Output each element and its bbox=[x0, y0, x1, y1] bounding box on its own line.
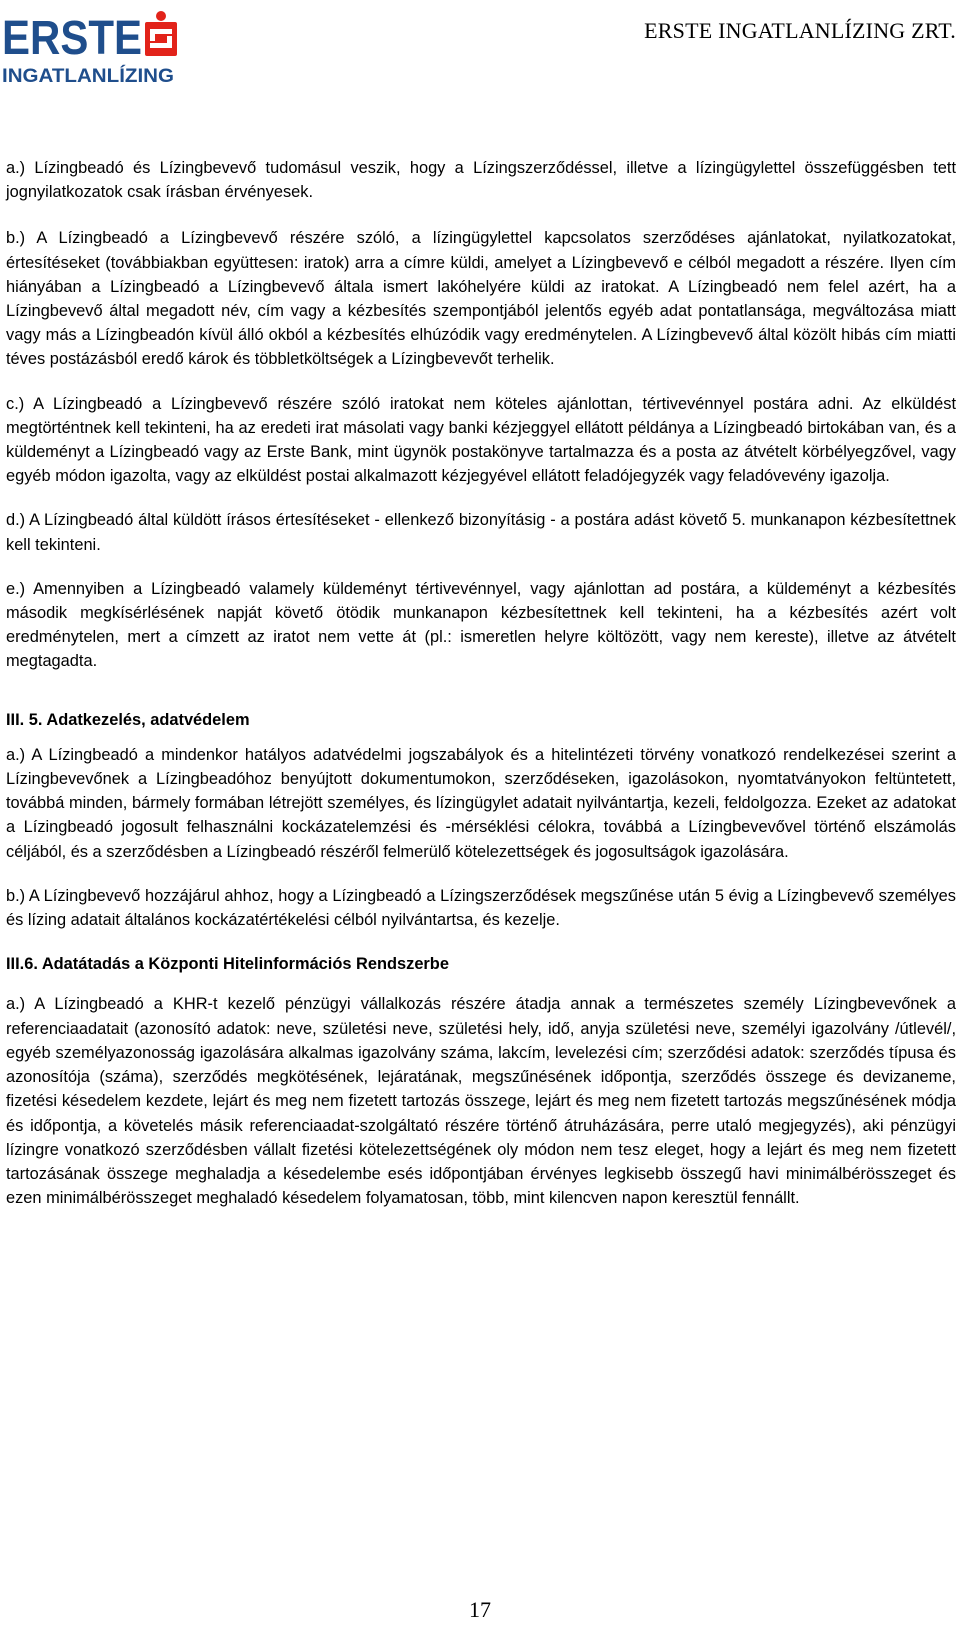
section-heading: III.6. Adatátadás a Központi Hitelinformációs Rendszerbe bbox=[6, 955, 449, 974]
logo-subtitle-text: INGATLANLÍZING bbox=[2, 66, 162, 87]
paragraph: c.) A Lízingbeadó a Lízingbevevő részére szóló iratokat nem köteles ajánlottan, tértivevénnyel postára adni. Az elküldést megtörténtnek kell tekinteni, ha az eredeti irat másolati vagy banki kézjeggyel ellátott példánya a Lízingbeadó birtokában van, és a küldeményt a Lízingbeadó vagy az Erste Bank, mint ügynök postakönyve tartalmazza és a posta az átvételt körbélyegzővel, vagy egyéb módon igazolta, vagy az elküldést postai alkalmazott kézjegyével ellátott feladójegyzék vagy feladóvevény igazolja. bbox=[6, 394, 956, 486]
paragraph: b.) A Lízingbeadó a Lízingbevevő részére szóló, a lízingügylettel kapcsolatos szerződéses ajánlatokat, nyilatkozatokat, értesítéseket (továbbiakban együttesen: iratok) arra a címre küldi, amelyet a Lízingbevevő e célból megadott a részére. Ilyen cím hiányában a Lízingbeadó a Lízingbevevő általa ismert lakóhelyére küldi az iratokat. A Lízingbeadó nem felel azért, ha a Lízingbevevő által megadott név, cím vagy a kézbesítés szempontjából jelentős egyéb adat pontatlansága, megváltozása miatt vagy más a Lízingbeadón kívül álló okból a kézbesítés elhúzódik vagy eredménytelen. A Lízingbevevő által közölt hibás cím miatti téves postázásból eredő károk és többletköltségek a Lízingbevevőt terhelik. bbox=[6, 229, 956, 369]
logo-brand-text: ERSTE bbox=[2, 12, 142, 65]
document-body bbox=[6, 156, 956, 1230]
paragraph: a.) A Lízingbeadó a mindenkor hatályos adatvédelmi jogszabályok és a hitelintézeti törvény vonatkozó rendelkezései szerint a Lízingbevevőnek a Lízingbeadóhoz benyújtott dokumentumokon, szerződéseken, igazolásokon, nyomtatványokon feltüntetett, továbbá minden, bármely formában létrejött személyes, és lízingügylet adatait nyilvántartja, kezeli, feldolgozza. Ezeket az adatokat a Lízingbeadó jogosult felhasználni kockázatelemzési és -mérséklési célokra, továbbá a Lízingbevevővel történő elszámolás céljából, és a szerződésben a Lízingbeadó részéről felmerülő kötelezettségek és jogosultságok igazolására. bbox=[6, 745, 956, 861]
erste-s-symbol-icon bbox=[145, 11, 177, 56]
paragraph: a.) A Lízingbeadó a KHR-t kezelő pénzügyi vállalkozás részére átadja annak a természetes személy Lízingbevevőnek a referenciaadatait (azonosító adatok: neve, születési neve, születési hely, idő, anyja születési neve, személyi igazolvány /útlevél/, egyéb személyazonosság igazolására alkalmas igazolvány száma, lakcím, levelezési cím; szerződési adatok: szerződés típusa és azonosítója (száma), szerződés megkötésének, lejáratának, megszűnésének időpontja, szerződés összege és devizaneme, fizetési késedelem kezdete, lejárt és meg nem fizetett tartozás összege, lejárt és meg nem fizetett tartozás megszűnésének módja és időpontja, a követelés másik referenciaadat-szolgáltató részére történő átruházására, perre utaló megjegyzés), aki pénzügyi lízingre vonatkozó szerződésben vállalt fizetési kötelezettségének oly módon nem tesz eleget, hogy a lejárt és meg nem fizetett tartozásának összege meghaladja a késedelembe esés időpontjában érvényes legkisebb összegű havi minimálbérösszeget és ezen minimálbérösszeget meghaladó késedelem folyamatosan, több, mint kilencven napon keresztül fennállt. bbox=[6, 995, 956, 1208]
company-name-header: ERSTE INGATLANLÍZING ZRT. bbox=[644, 18, 956, 43]
paragraph: b.) A Lízingbevevő hozzájárul ahhoz, hogy a Lízingbeadó a Lízingszerződések megszűnése után 5 évig a Lízingbevevő személyes és lízing adatait általános kockázatértékelési célból nyilvántartsa, és kezelje. bbox=[6, 886, 956, 930]
page-number: 17 bbox=[469, 1597, 491, 1622]
paragraph: d.) A Lízingbeadó által küldött írásos értesítéseket - ellenkező bizonyításig - a postára adást követő 5. munkanapon kézbesítettnek kell tekinteni. bbox=[6, 511, 956, 554]
erste-ingatlanlizing-logo bbox=[0, 8, 190, 88]
section-heading: III. 5. Adatkezelés, adatvédelem bbox=[6, 710, 250, 729]
paragraph: a.) Lízingbeadó és Lízingbevevő tudomásul veszik, hogy a Lízingszerződéssel, illetve a lízingügylettel összefüggésben tett jognyilatkozatok csak írásban érvényesek. bbox=[6, 159, 956, 202]
paragraph: e.) Amennyiben a Lízingbeadó valamely küldeményt tértivevénnyel, vagy ajánlottan ad postára, a küldeményt a kézbesítés második megkísérlésének napját követő ötödik munkanapon kézbesítettnek kell tekinteni, ha a kézbesítés azért volt eredménytelen, mert a címzett az iratot nem vette át (pl.: ismeretlen helyre költözött, vagy nem kereste), illetve az átvételt megtagadta. bbox=[6, 579, 956, 671]
